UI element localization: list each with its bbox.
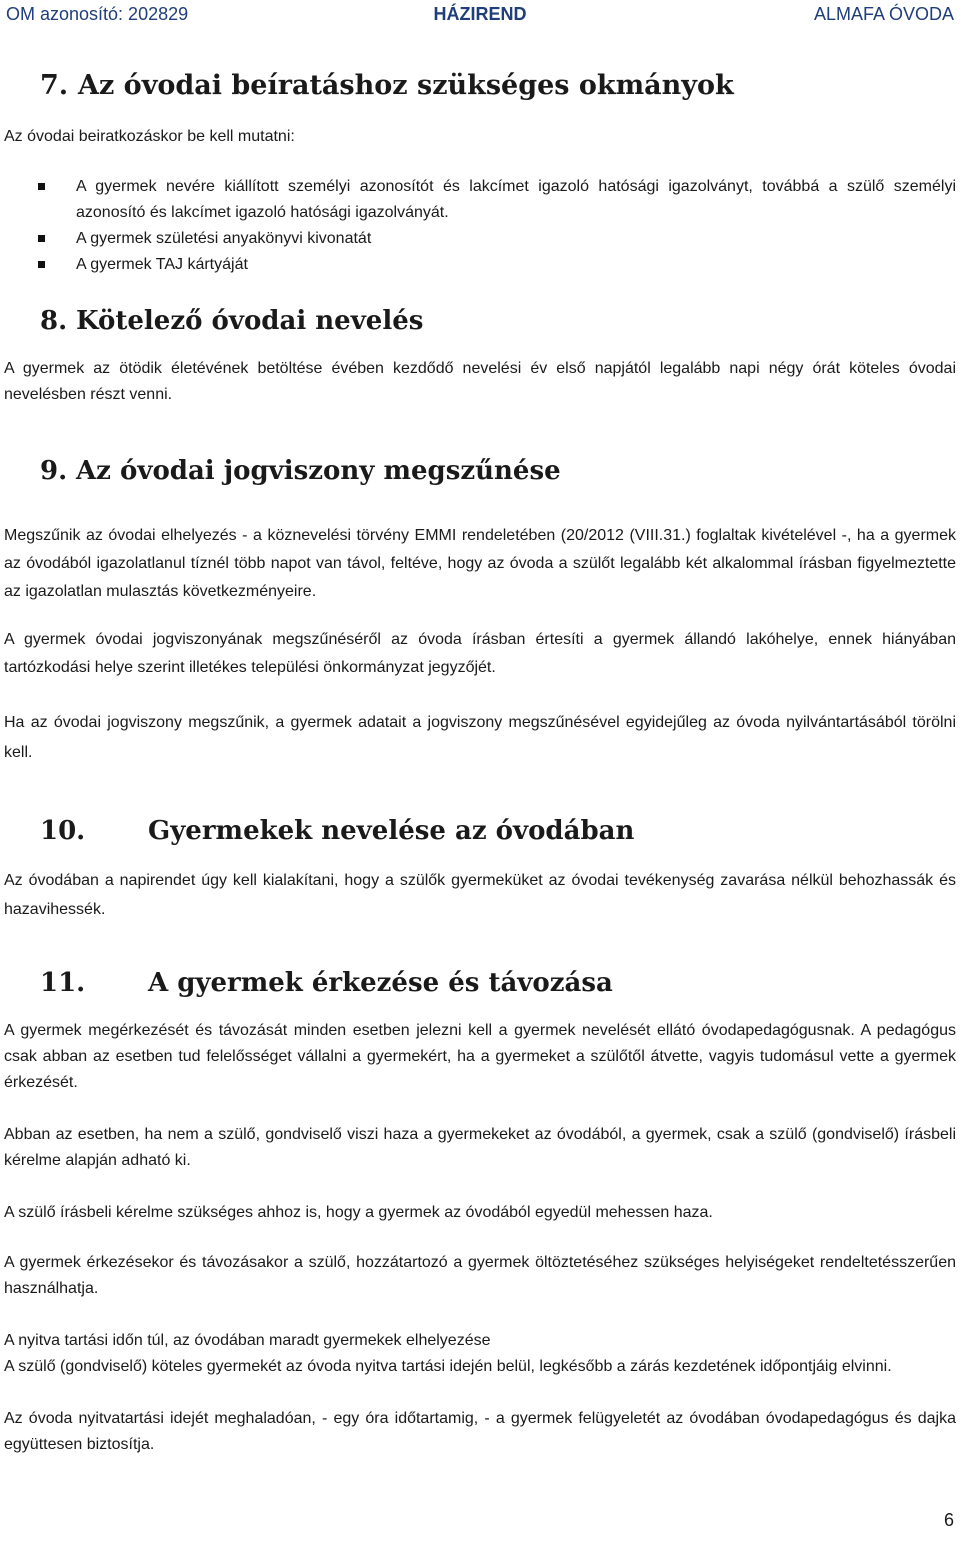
section-7-document-list <box>0 174 956 278</box>
section-9-heading <box>40 456 561 486</box>
bullet-icon <box>38 261 45 268</box>
section-11-paragraph-2: Abban az esetben, ha nem a szülő, gondviselő viszi haza a gyermekeket az óvodából, a gyermek, csak a szülő (gondviselő) írásbeli kérelme alapján adható ki. <box>4 1126 956 1169</box>
section-10-title: Gyermekek nevelése az óvodában <box>148 816 635 846</box>
section-9-paragraph-1: Megszűnik az óvodai elhelyezés - a köznevelési törvény EMMI rendeletében (20/2012 (VIII.31.) foglaltak kivételével -, ha a gyermek az óvodából igazolatlanul tíznél több napot van távol, feltéve, hogy az óvoda a szülőt legalább két alkalommal írásban figyelmeztette az igazolatlan mulasztás következményeire. <box>4 527 956 600</box>
section-11-paragraph-4: A gyermek érkezésekor és távozásakor a szülő, hozzátartozó a gyermek öltöztetéséhez szükséges helyiségeket rendeltetésszerűen használhatja. <box>4 1254 956 1297</box>
section-11-heading <box>40 968 613 998</box>
section-11-title: A gyermek érkezése és távozása <box>148 968 613 998</box>
section-7-title: Az óvodai beíratáshoz szükséges okmányok <box>78 70 734 101</box>
section-7-intro: Az óvodai beiratkozáskor be kell mutatni: <box>4 128 295 145</box>
section-11-paragraph-1: A gyermek megérkezését és távozását minden esetben jelezni kell a gyermek nevelését ellátó óvodapedagógusnak. A pedagógus csak abban az esetben tud felelősséget vállalni a gyermekért, ha a gyermeket a szülőtől átvette, vagyis tudomásul vette a gyermek érkezését. <box>4 1022 956 1091</box>
section-9-paragraph-3: Ha az óvodai jogviszony megszűnik, a gyermek adatait a jogviszony megszűnésével egyidejűleg az óvoda nyilvántartásából törölni kell. <box>4 714 956 761</box>
section-7-number: 7. <box>40 70 69 101</box>
list-item: A gyermek TAJ kártyáját <box>0 252 956 278</box>
section-9-paragraph-2: A gyermek óvodai jogviszonyának megszűnéséről az óvoda írásban értesíti a gyermek állandó lakóhelye, ennek hiányában tartózkodási helye szerint illetékes települési önkormányzat jegyzőjét. <box>4 631 956 676</box>
section-8-number: 8. <box>40 306 68 336</box>
bullet-icon <box>38 183 45 190</box>
section-8-paragraph: A gyermek az ötödik életévének betöltése évében kezdődő nevelési év első napjától legalább napi négy órát köteles óvodai nevelésben részt venni. <box>4 360 956 403</box>
section-11-paragraph-5a: A nyitva tartási időn túl, az óvodában maradt gyermekek elhelyezése <box>4 1332 491 1349</box>
page-number: 6 <box>943 1510 954 1530</box>
section-9-number: 9. <box>40 456 68 486</box>
page-header <box>6 4 954 28</box>
header-school-name: ALMAFA ÓVODA <box>813 4 954 24</box>
section-7-heading <box>40 70 734 101</box>
section-10-heading <box>40 816 634 846</box>
list-item: A gyermek születési anyakönyvi kivonatát <box>0 226 956 252</box>
header-title: HÁZIREND <box>433 4 527 24</box>
list-item: A gyermek nevére kiállított személyi azonosítót és lakcímet igazoló hatósági igazolványt, továbbá a szülő személyi azonosító és lakcímet igazoló hatósági igazolványát. <box>0 174 956 226</box>
section-10-number: 10. <box>40 816 86 846</box>
section-11-paragraph-5c: Az óvoda nyitvatartási idejét meghaladóan, - egy óra időtartamig, - a gyermek felügyeletét az óvodában óvodapedagógus és dajka együttesen biztosítja. <box>4 1410 956 1453</box>
section-8-heading <box>40 306 423 336</box>
section-9-title: Az óvodai jogviszony megszűnése <box>76 456 561 486</box>
header-om-id: OM azonosító: 202829 <box>6 4 189 24</box>
section-8-title: Kötelező óvodai nevelés <box>76 306 424 336</box>
section-11-number: 11. <box>40 968 86 998</box>
section-10-paragraph: Az óvodában a napirendet úgy kell kialakítani, hogy a szülők gyermeküket az óvodai tevékenység zavarása nélkül behozhassák és hazavihessék. <box>4 872 956 918</box>
section-11-paragraph-5b: A szülő (gondviselő) köteles gyermekét az óvoda nyitva tartási idején belül, legkésőbb a zárás kezdetének időpontjáig elvinni. <box>4 1358 892 1375</box>
section-11-paragraph-3: A szülő írásbeli kérelme szükséges ahhoz is, hogy a gyermek az óvodából egyedül mehessen haza. <box>4 1204 713 1221</box>
bullet-icon <box>38 235 45 242</box>
